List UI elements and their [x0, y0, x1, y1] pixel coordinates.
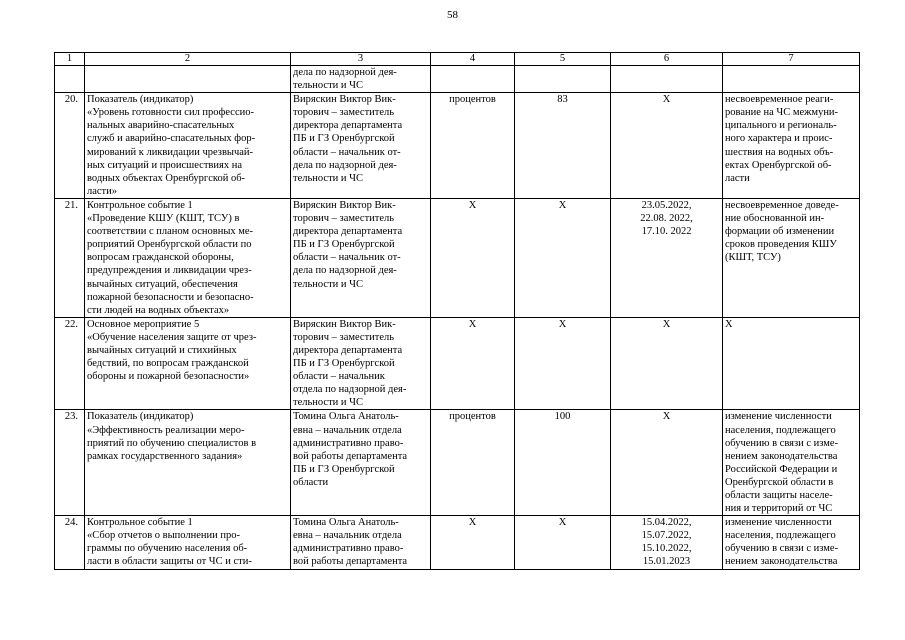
text-line: ектах Оренбургской об- [725, 159, 832, 171]
target-value: Х [515, 198, 611, 317]
text-line: Показатель (индикатор) [87, 94, 194, 106]
unit-of-measure: Х [431, 317, 515, 410]
unit-of-measure: процентов [431, 93, 515, 199]
page-number: 58 [447, 9, 458, 21]
text-line: рамках государственного задания» [87, 450, 243, 462]
text-line: 17.10. 2022 [641, 226, 692, 238]
text-line: обороны и пожарной безопасности» [87, 371, 250, 383]
row-number: 21. [55, 198, 85, 317]
text-line: ПБ и ГЗ Оренбургской [293, 239, 395, 251]
item-name [85, 317, 291, 410]
responsible-person [291, 66, 431, 93]
text-line: административно право- [293, 543, 404, 555]
text-line: торович – заместитель [293, 107, 395, 119]
text-line: бедствий, по вопросам гражданской [87, 358, 249, 370]
header-cell: 6 [611, 53, 723, 66]
text-line: «Эффективность реализации меро- [87, 424, 245, 436]
responsible-person [291, 93, 431, 199]
responsible-person [291, 198, 431, 317]
text-line: Томина Ольга Анатоль- [293, 517, 399, 529]
text-line: 15.01.2023 [642, 556, 691, 568]
text-line: сроков проведения КШУ [725, 239, 837, 251]
text-line: несвоевременное доведе- [725, 199, 839, 211]
text-line: тельности и ЧС [293, 278, 363, 290]
text-line: Контрольное событие 1 [87, 517, 193, 529]
risk-description [723, 198, 860, 317]
document-table [54, 52, 860, 570]
target-value: Х [515, 317, 611, 410]
row-number [55, 66, 85, 93]
text-line: вопросам гражданской обороны, [87, 252, 234, 264]
item-name [85, 93, 291, 199]
text-line: сти людей на водных объектах» [87, 304, 230, 316]
header-cell: 4 [431, 53, 515, 66]
responsible-person [291, 516, 431, 569]
text-line: изменение численности [725, 517, 832, 529]
text-line: населения, подлежащего [725, 424, 836, 436]
text-line: (КШТ, ТСУ) [725, 252, 781, 264]
text-line: обучению в связи с изме- [725, 543, 839, 555]
text-line: ласти [725, 172, 750, 184]
text-line: области – начальник от- [293, 252, 401, 264]
deadline-dates [611, 317, 723, 410]
header-cell: 3 [291, 53, 431, 66]
text-line: нением законодательства [725, 450, 838, 462]
unit-of-measure: процентов [431, 410, 515, 516]
text-line: 15.04.2022, [641, 517, 692, 529]
risk-description [723, 93, 860, 199]
text-line: области – начальник [293, 371, 385, 383]
text-line: «Проведение КШУ (КШТ, ТСУ) в [87, 213, 240, 225]
header-row [55, 53, 860, 66]
text-line: евна – начальник отдела [293, 530, 402, 542]
text-line: несвоевременное реаги- [725, 94, 834, 106]
text-line: мирований к ликвидации чрезвычай- [87, 146, 254, 158]
text-line: предупреждения и ликвидации чрез- [87, 265, 252, 277]
text-line: ного характера и проис- [725, 133, 833, 145]
deadline-dates [611, 516, 723, 569]
text-line: тельности и ЧС [293, 80, 363, 92]
text-line: 23.05.2022, [641, 199, 692, 211]
text-line: Оренбургской области в [725, 476, 834, 488]
text-line: обучению в связи с изме- [725, 437, 839, 449]
table-row [55, 198, 860, 317]
text-line: Томина Ольга Анатоль- [293, 411, 399, 423]
text-line: вычайных ситуаций и стихийных [87, 344, 237, 356]
text-line: тельности и ЧС [293, 397, 363, 409]
text-line: ПБ и ГЗ Оренбургской [293, 463, 395, 475]
table-row [55, 66, 860, 93]
text-line: директора департамента [293, 344, 403, 356]
risk-description [723, 410, 860, 516]
text-line: отдела по надзорной дея- [293, 384, 407, 396]
row-number: 24. [55, 516, 85, 569]
text-line: шествия на водных объ- [725, 146, 834, 158]
text-line: ПБ и ГЗ Оренбургской [293, 358, 395, 370]
text-line: ния и территорий от ЧС [725, 503, 833, 515]
text-line: дела по надзорной дея- [293, 67, 397, 78]
text-line: «Обучение населения защите от чрез- [87, 331, 257, 343]
text-line: ние обоснованной ин- [725, 213, 825, 225]
text-line: приятий по обучению специалистов в [87, 437, 257, 449]
item-name [85, 66, 291, 93]
text-line: Показатель (индикатор) [87, 411, 194, 423]
deadline-dates [611, 198, 723, 317]
target-value: 100 [515, 410, 611, 516]
text-line: Х [662, 411, 671, 423]
text-line: роприятий Оренбургской области по [87, 239, 252, 251]
header-cell: 1 [55, 53, 85, 66]
header-cell: 5 [515, 53, 611, 66]
text-line: изменение численности [725, 411, 832, 423]
text-line: административно право- [293, 437, 404, 449]
target-value [515, 66, 611, 93]
responsible-person [291, 317, 431, 410]
text-line: граммы по обучению населения об- [87, 543, 248, 555]
text-line: евна – начальник отдела [293, 424, 402, 436]
table-row [55, 317, 860, 410]
item-name [85, 410, 291, 516]
text-line: 22.08. 2022, [640, 213, 693, 225]
risk-description [723, 317, 860, 410]
text-line: вой работы департамента [293, 450, 408, 462]
header-cell: 2 [85, 53, 291, 66]
text-line: ласти» [87, 185, 118, 197]
text-line: ных ситуаций и происшествиях на [87, 159, 242, 171]
text-line: дела по надзорной дея- [293, 265, 397, 277]
text-line: пожарной безопасности и безопасно- [87, 291, 254, 303]
text-line: Х [662, 94, 671, 106]
text-line: 15.07.2022, [641, 530, 692, 542]
unit-of-measure: Х [431, 198, 515, 317]
item-name [85, 198, 291, 317]
text-line: ПБ и ГЗ Оренбургской [293, 133, 395, 145]
text-line: дела по надзорной дея- [293, 159, 397, 171]
table-row [55, 410, 860, 516]
deadline-dates [611, 66, 723, 93]
row-number: 22. [55, 317, 85, 410]
text-line: вой работы департамента [293, 556, 408, 568]
risk-description [723, 516, 860, 569]
text-line: нением законодательства [725, 556, 838, 568]
text-line: населения, подлежащего [725, 530, 836, 542]
text-line: соответствии с планом основных ме- [87, 226, 254, 238]
text-line: тельности и ЧС [293, 172, 363, 184]
text-line: водных объектах Оренбургской об- [87, 172, 246, 184]
target-value: Х [515, 516, 611, 569]
target-value: 83 [515, 93, 611, 199]
table-row [55, 516, 860, 569]
text-line: области [293, 476, 329, 488]
text-line: торович – заместитель [293, 213, 395, 225]
text-line: Виряскин Виктор Вик- [293, 318, 396, 330]
responsible-person [291, 410, 431, 516]
header-cell: 7 [723, 53, 860, 66]
deadline-dates [611, 93, 723, 199]
row-number: 20. [55, 93, 85, 199]
text-line: Российской Федерации и [725, 463, 838, 475]
text-line: ципального и региональ- [725, 120, 837, 132]
text-line: нальных аварийно-спасательных [87, 120, 235, 132]
text-line: директора департамента [293, 226, 403, 238]
table-row [55, 93, 860, 199]
text-line: Х [725, 318, 733, 330]
risk-description [723, 66, 860, 93]
text-line: Виряскин Виктор Вик- [293, 199, 396, 211]
text-line: Х [662, 318, 671, 330]
unit-of-measure: Х [431, 516, 515, 569]
text-line: рование на ЧС межмуни- [725, 107, 839, 119]
text-line: «Уровень готовности сил профессио- [87, 107, 254, 119]
text-line: «Сбор отчетов о выполнении про- [87, 530, 241, 542]
text-line: формации об изменении [725, 226, 835, 238]
deadline-dates [611, 410, 723, 516]
text-line: торович – заместитель [293, 331, 395, 343]
text-line: служб и аварийно-спасательных фор- [87, 133, 256, 145]
row-number: 23. [55, 410, 85, 516]
text-line: Основное мероприятие 5 [87, 318, 200, 330]
text-line: области – начальник от- [293, 146, 401, 158]
text-line: директора департамента [293, 120, 403, 132]
text-line: Контрольное событие 1 [87, 199, 193, 211]
item-name [85, 516, 291, 569]
text-line: Виряскин Виктор Вик- [293, 94, 396, 106]
text-line: 15.10.2022, [641, 543, 692, 555]
unit-of-measure [431, 66, 515, 93]
text-line: вычайных ситуаций, обеспечения [87, 278, 238, 290]
text-line: ласти в области защиты от ЧС и сти- [87, 556, 252, 568]
text-line: области защиты населе- [725, 490, 833, 501]
